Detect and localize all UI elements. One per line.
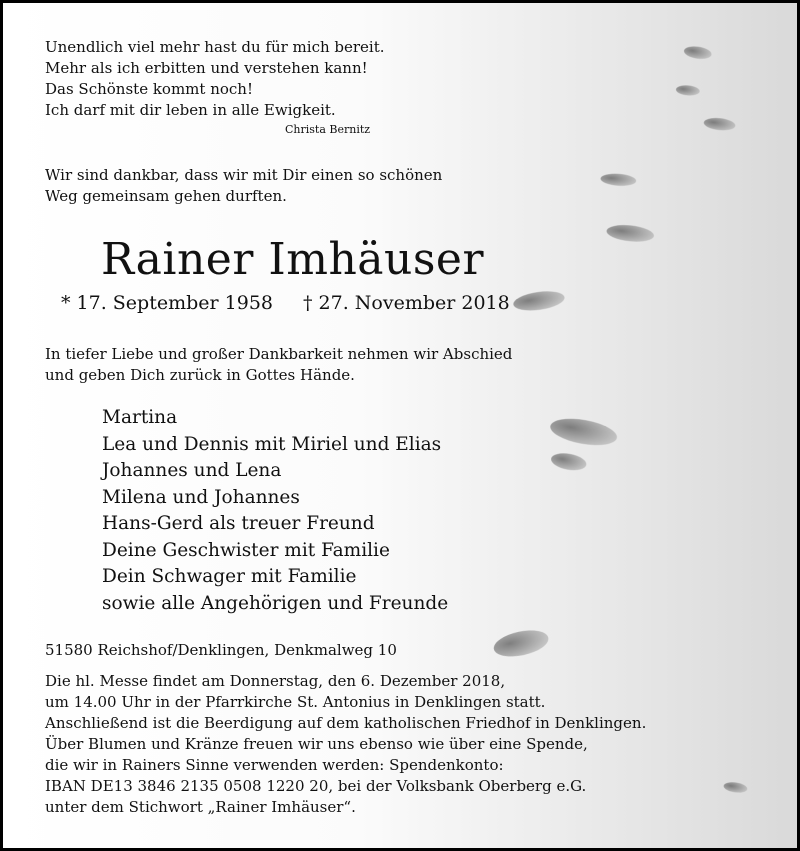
service-line: die wir in Rainers Sinne verwenden werden: Spendenkonto: — [45, 756, 504, 774]
footprint-mark — [548, 414, 619, 449]
mourner: Deine Geschwister mit Familie — [102, 539, 390, 561]
mourner: Lea und Dennis mit Miriel und Elias — [102, 433, 442, 455]
death-date: † 27. November 2018 — [303, 292, 510, 314]
footprint-mark — [606, 223, 655, 244]
footprint-mark — [703, 117, 736, 132]
gratitude-text — [45, 165, 442, 207]
poem-line: Mehr als ich erbitten und verstehen kann! — [45, 59, 368, 77]
farewell-line: In tiefer Liebe und großer Dankbarkeit nehmen wir Abschied — [45, 345, 513, 363]
mourner: Hans-Gerd als treuer Freund — [102, 513, 375, 534]
gratitude-line: Wir sind dankbar, dass wir mit Dir einen so schönen — [45, 166, 443, 184]
birth-date: * 17. September 1958 — [61, 292, 273, 314]
poem-author: Christa Bernitz — [285, 123, 371, 136]
mourner: Milena und Johannes — [102, 486, 300, 508]
poem — [45, 37, 385, 121]
mourner: Martina — [102, 407, 178, 428]
footprint-mark — [676, 84, 701, 96]
service-line: Anschließend ist die Beerdigung auf dem katholischen Friedhof in Denklingen. — [45, 714, 647, 732]
service-line: IBAN DE13 3846 2135 0508 1220 20, bei der Volksbank Oberberg e.G. — [45, 777, 587, 795]
service-line: Die hl. Messe findet am Donnerstag, den 6. Dezember 2018, — [45, 672, 506, 690]
service-line: um 14.00 Uhr in der Pfarrkirche St. Antonius in Denklingen statt. — [45, 693, 546, 711]
mourners-list — [102, 405, 448, 617]
deceased-name: Rainer Imhäuser — [101, 234, 485, 285]
service-line: unter dem Stichwort „Rainer Imhäuser“. — [45, 798, 356, 816]
poem-line: Unendlich viel mehr hast du für mich bereit. — [45, 38, 385, 56]
service-line: Über Blumen und Kränze freuen wir uns ebenso wie über eine Spende, — [45, 735, 588, 753]
footprint-mark — [550, 451, 588, 473]
poem-line: Das Schönste kommt noch! — [45, 80, 253, 98]
mourner: Dein Schwager mit Familie — [102, 566, 357, 587]
farewell-text — [45, 344, 512, 386]
service-info — [45, 671, 646, 818]
footprint-mark — [683, 45, 712, 61]
footprint-mark — [723, 781, 748, 794]
footprint-mark — [600, 173, 636, 187]
mourner: sowie alle Angehörigen und Freunde — [102, 592, 449, 614]
address: 51580 Reichshof/Denklingen, Denkmalweg 10 — [45, 641, 397, 659]
footprint-mark — [512, 288, 566, 313]
mourner: Johannes und Lena — [102, 460, 282, 481]
footprint-mark — [491, 626, 550, 661]
gratitude-line: Weg gemeinsam gehen durften. — [45, 187, 287, 205]
farewell-line: und geben Dich zurück in Gottes Hände. — [45, 366, 355, 384]
poem-line: Ich darf mit dir leben in alle Ewigkeit. — [45, 101, 336, 119]
